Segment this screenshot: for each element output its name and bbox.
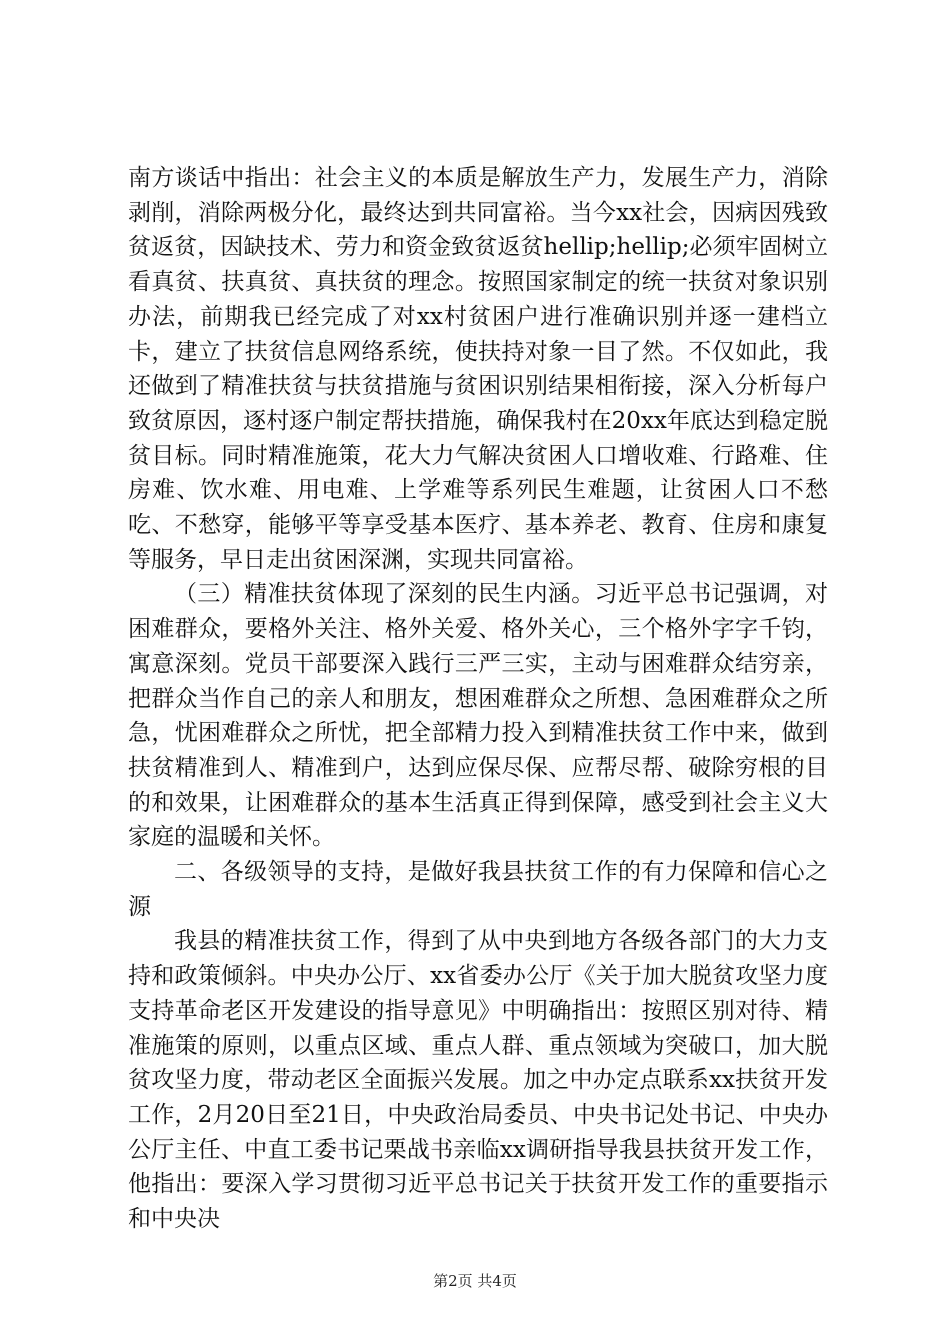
document-body (128, 161, 828, 1237)
section-heading: 二、各级领导的支持，是做好我县扶贫工作的有力保障和信心之源 (128, 859, 828, 920)
paragraph-3: 我县的精准扶贫工作，得到了从中央到地方各级各部门的大力支持和政策倾斜。中央办公厅、xx省委办公厅《关于加大脱贫攻坚力度支持革命老区开发建设的指导意见》中明确指出：按照区别对待、精准施策的原则，以重点区域、重点人群、重点领域为突破口，加大脱贫攻坚力度，带动老区全面振兴发展。加之中办定点联系xx扶贫开发工作，2月20日至21日，中央政治局委员、中央书记处书记、中央办公厅主任、中直工委书记栗战书亲临xx调研指导我县扶贫开发工作，他指出：要深入学习贯彻习近平总书记关于扶贫开发工作的重要指示和中央决 (128, 928, 828, 1233)
page-number: 第2页 共4页 (433, 1272, 517, 1290)
paragraph-1: 南方谈话中指出：社会主义的本质是解放生产力，发展生产力，消除剥削，消除两极分化，最终达到共同富裕。当今xx社会，因病因残致贫返贫，因缺技术、劳力和资金致贫返贫hellip;hellip;必须牢固树立看真贫、扶真贫、真扶贫的理念。按照国家制定的统一扶贫对象识别办法，前期我已经完成了对xx村贫困户进行准确识别并逐一建档立卡，建立了扶贫信息网络系统，使扶持对象一目了然。不仅如此，我还做到了精准扶贫与扶贫措施与贫困识别结果相衔接，深入分析每户致贫原因，逐村逐户制定帮扶措施，确保我村在20xx年底达到稳定脱贫目标。同时精准施策，花大力气解决贫困人口增收难、行路难、住房难、饮水难、用电难、上学难等系列民生难题，让贫困人口不愁吃、不愁穿，能够平等享受基本医疗、基本养老、教育、住房和康复等服务，早日走出贫困深渊，实现共同富裕。 (128, 165, 828, 573)
paragraph-2: （三）精准扶贫体现了深刻的民生内涵。习近平总书记强调，对困难群众，要格外关注、格外关爱、格外关心，三个格外字字千钧，寓意深刻。党员干部要深入践行三严三实，主动与困难群众结穷亲，把群众当作自己的亲人和朋友，想困难群众之所想、急困难群众之所急，忧困难群众之所忧，把全部精力投入到精准扶贫工作中来，做到扶贫精准到人、精准到户，达到应保尽保、应帮尽帮、破除穷根的目的和效果，让困难群众的基本生活真正得到保障，感受到社会主义大家庭的温暖和关怀。 (128, 581, 828, 851)
